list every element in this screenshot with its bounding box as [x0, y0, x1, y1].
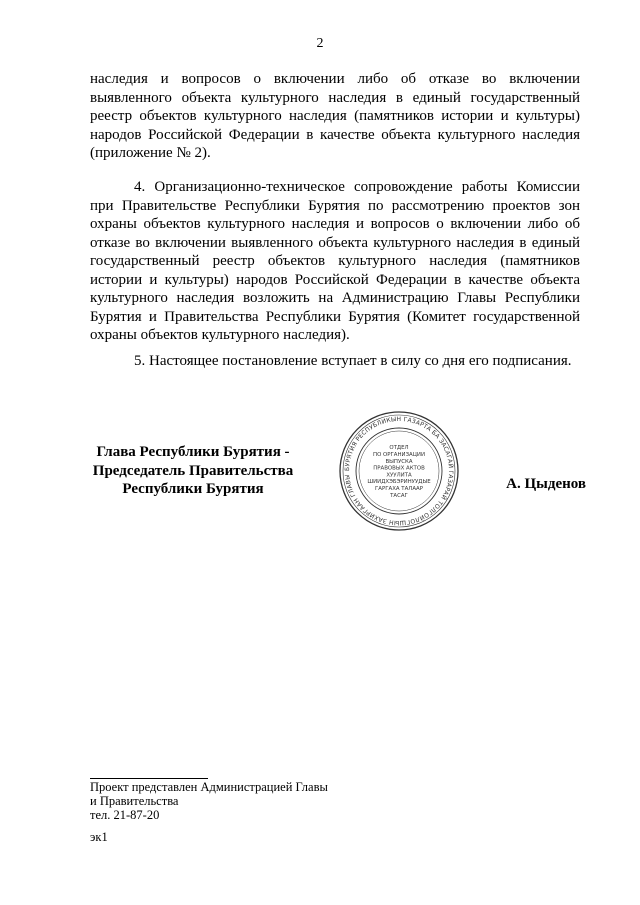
seal-graphic: [338, 410, 460, 532]
paragraph-item-4: 4. Организационно-техническое сопровождение работы Комиссии при Правительстве Республики Бурятия по рассмотрению проектов зон охраны объектов культурного наследия и вопросов о включении либо об отказе во включении выявленного объекта культурного наследия в единый государственный реестр объектов культурного наследия (памятников истории и культуры) народов Российской Федерации в качестве объекта культурного наследия возложить на Администрацию Главы Республики Бурятия и Правительства Республики Бурятия (Комитет государственной охраны объектов культурного наследия).: [90, 179, 580, 343]
svg-text:БУРЯТИЯ РЕСПУБЛИКЫН ГАЗАРТА БА: БУРЯТИЯ РЕСПУБЛИКЫН ГАЗАРТА БА ЗАСАГАЙ ГАЗАРАЙ ТОЛГОЙЛОГШЫН ЗАХИРГААН ГЛАВЫ: [343, 415, 455, 527]
seal-center-line: ХУУЛИТА: [386, 472, 412, 479]
page-number: 2: [316, 36, 324, 51]
signatory-title-line-2: Председатель Правительства: [92, 462, 294, 479]
footnote-phone: тел. 21-87-20: [90, 808, 160, 822]
signatory-name: А. Цыденов: [506, 476, 586, 492]
seal-center-line: ГАРГАХА ТАЛААР: [375, 486, 423, 492]
official-seal: [338, 410, 460, 532]
footnote: [90, 780, 390, 822]
seal-center-line: ПО ОРГАНИЗАЦИИ: [373, 452, 425, 458]
paragraph-item-5: 5. Настоящее постановление вступает в силу со дня его подписания.: [134, 353, 572, 369]
document-code: эк1: [90, 830, 108, 844]
footnote-divider: [90, 778, 208, 779]
signatory-title-line-1: Глава Республики Бурятия -: [96, 444, 290, 460]
footnote-line-2: и Правительства: [90, 794, 179, 808]
seal-center-line: ТАСАГ: [390, 492, 408, 499]
seal-center-line: ПРАВОВЫХ АКТОВ: [373, 465, 425, 472]
seal-center-line: ВЫПУСКА: [385, 458, 413, 465]
signatory-title: [88, 443, 298, 499]
signatory-title-line-3: Республики Бурятия: [122, 481, 264, 497]
seal-center-line: ШИИДХЭБЭРИНУУДЫЕ: [367, 479, 431, 486]
paragraph-continuation: наследия и вопросов о включении либо об отказе во включении выявленного объекта культурного наследия в единый государственный реестр объектов культурного наследия (памятников истории и культуры) народов Российской Федерации в качестве объекта культурного наследия (приложение № 2).: [90, 71, 580, 161]
footnote-line-1: Проект представлен Администрацией Главы: [90, 780, 328, 794]
seal-center-line: ОТДЕЛ: [389, 445, 409, 452]
